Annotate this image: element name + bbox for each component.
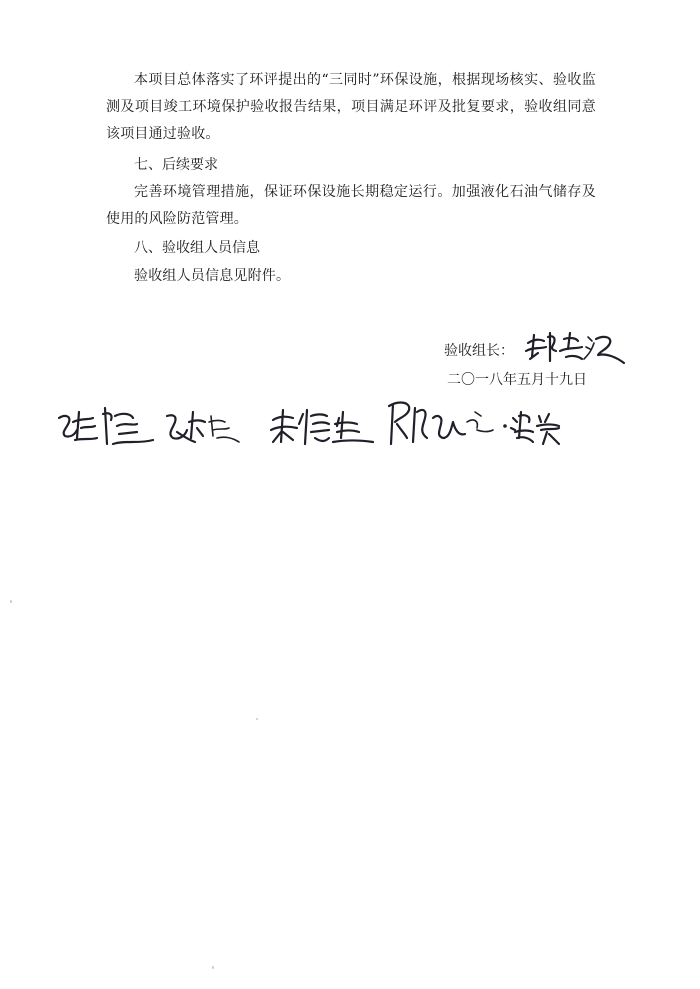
member-signature-3-name: [267, 450, 268, 451]
member-signature-5-name: [501, 448, 502, 449]
leader-label: 验收组长：: [444, 343, 514, 359]
member-signature-4: [381, 398, 497, 450]
conclusion-paragraph: 本项目总体落实了环评提出的“三同时”环保设施，根据现场核实、验收监测及项目竣工环境保护验收报告结果，项目满足环评及批复要求，验收组同意该项目通过验收。: [106, 72, 596, 142]
member-signature-1: [55, 404, 160, 452]
member-signatures: [55, 398, 575, 458]
signoff-date: 二〇一八年五月十九日: [447, 372, 587, 388]
member-signature-2-name: [163, 448, 164, 449]
member-signature-3: [267, 404, 379, 450]
leader-signoff: [444, 330, 628, 370]
leader-signature: [520, 329, 628, 371]
section-8-heading: 八、验收组人员信息: [134, 240, 260, 256]
section-8-body: 验收组人员信息见附件。: [134, 268, 291, 284]
member-signature-4-name: [381, 450, 382, 451]
scan-speck: [10, 600, 12, 603]
scan-speck: [256, 718, 258, 720]
section-7-heading: 七、后续要求: [134, 157, 218, 173]
section-7-body: 完善环境管理措施，保证环保设施长期稳定运行。加强液化石油气储存及使用的风险防范管理。: [106, 184, 596, 227]
member-signature-2: [163, 406, 243, 448]
leader-signature-name: [628, 329, 629, 330]
member-signature-1-name: [55, 452, 56, 453]
member-signature-5: [501, 408, 567, 448]
scan-speck: [212, 966, 214, 969]
